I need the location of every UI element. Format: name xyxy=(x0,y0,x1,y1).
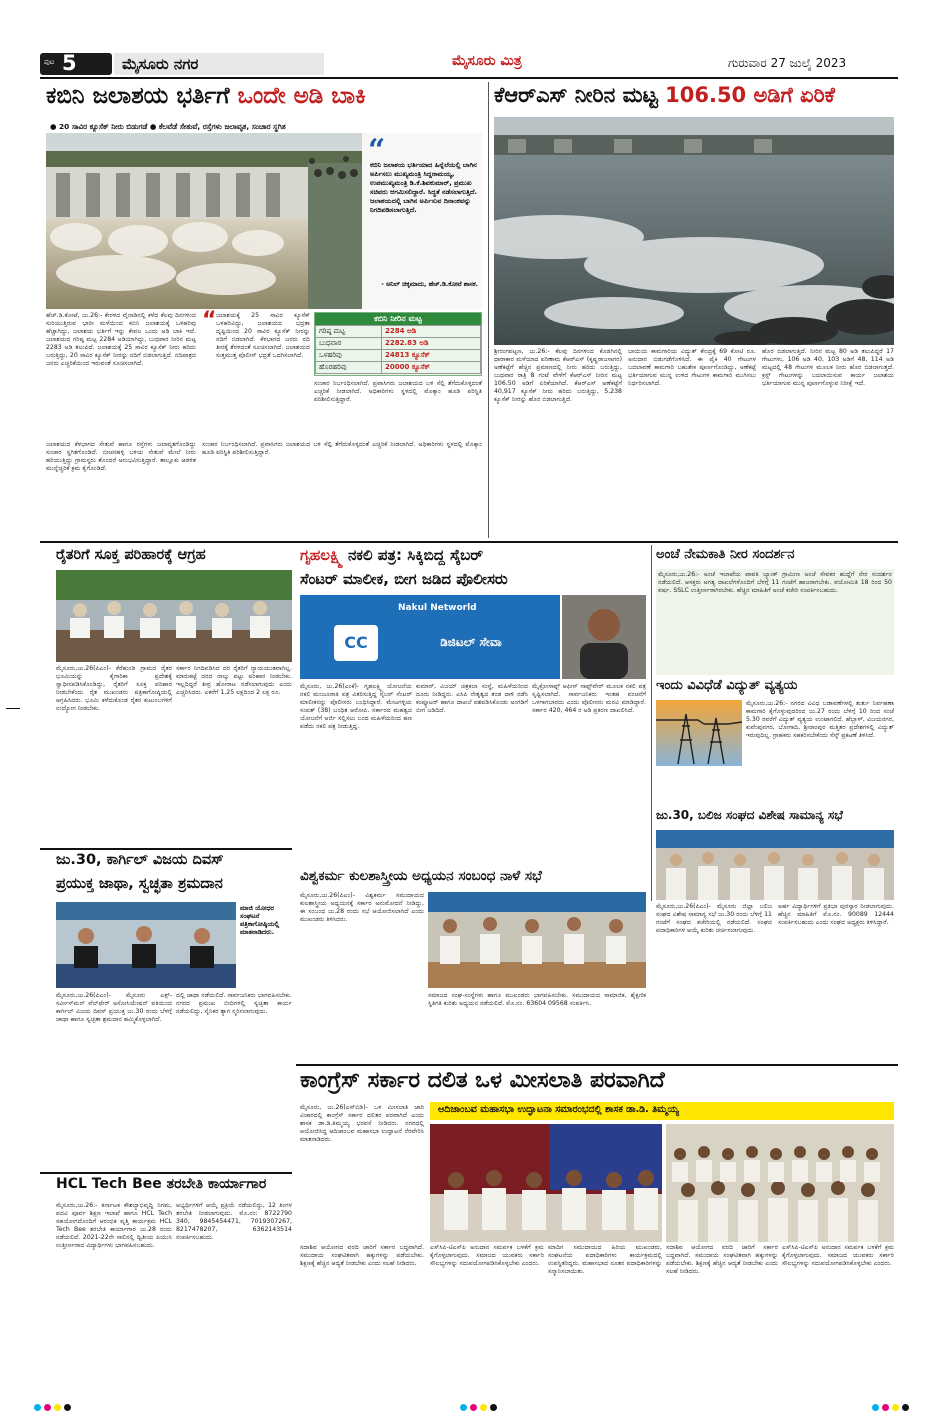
level-row: ಒಳಹರಿವು 24813 ಕ್ಯೂಸೆಕ್ xyxy=(316,350,481,362)
vishwakarma-body-col2: ಸಮಾಜದ ಸಂಘ-ಸಂಸ್ಥೆಗಳು ಹಾಗೂ ಮುಖಂಡರು ಭಾಗವಹಿಸಬೇಕು. ಸಮುದಾಯದ ಸಾಮಾಜಿಕ, ಶೈಕ್ಷಣಿಕ ಸ್ಥಿತಿಗತಿ ಕುರಿತು ಅಧ್ಯಯನ ನಡೆಯಲಿದೆ. ಮೊ.ನಂ. 63604 09568 ಸಂಪರ್ಕಿಸಿ. xyxy=(428,992,646,1007)
hcl-headline: HCL Tech Bee ತರಬೇತಿ ಕಾರ್ಯಾಗಾರ xyxy=(56,1176,267,1192)
kargil-headline-2: ಪ್ರಯುಕ್ತ ಜಾಥಾ, ಸ್ವಚ್ಛತಾ ಶ್ರಮದಾನ xyxy=(56,876,223,892)
kabini-body-col1: ಹೆಚ್.ಡಿ.ಕೋಟೆ, ಜು.26:- ಕೇರಳದ ವೈನಾಡಿನಲ್ಲಿ ಕಳೆದ ಕೆಲವು ದಿನಗಳಿಂದ ಸುರಿಯುತ್ತಿರುವ ಭಾರೀ ಮಳೆಯಿಂದ ಕಬಿನಿ ಜಲಾಶಯಕ್ಕೆ ಒಳಹರಿವು ಹೆಚ್ಚಾಗಿದ್ದು, ಜಲಾಶಯ ಭರ್ತಿಗೆ ಇನ್ನು ಕೇವಲ ಒಂದು ಅಡಿ ಬಾಕಿ ಇದೆ. ಜಲಾಶಯದ ಗರಿಷ್ಠ ಮಟ್ಟ 2284 ಅಡಿಯಾಗಿದ್ದು, ಬುಧವಾರ ನೀರಿನ ಮಟ್ಟ 2283 ಅಡಿ ತಲುಪಿದೆ. ಜಲಾಶಯಕ್ಕೆ 25 ಸಾವಿರ ಕ್ಯೂಸೆಕ್ ನೀರು ಹರಿದು ಬರುತ್ತಿದ್ದು, 20 ಸಾವಿರ ಕ್ಯೂಸೆಕ್ ನೀರನ್ನು ನದಿಗೆ ಬಿಡಲಾಗುತ್ತಿದೆ. ನದಿಪಾತ್ರದ ಜನರು ಎಚ್ಚರಿಕೆಯಿಂದ ಇರುವಂತೆ ಸೂಚಿಸಲಾಗಿದೆ. xyxy=(46,312,196,367)
kabini-quote-box xyxy=(362,133,482,309)
header-rule xyxy=(40,77,898,79)
pylon-icon xyxy=(656,700,742,766)
section-title: ಮೈಸೂರು ನಗರ xyxy=(122,55,199,73)
krs-headline-red: 106.50 ಅಡಿಗೆ ಏರಿಕೆ xyxy=(665,83,835,107)
kabini-headline: ಕಬಿನಿ ಜಲಾಶಯ ಭರ್ತಿಗೆ ಒಂದೇ ಅಡಿ ಬಾಕಿ xyxy=(46,83,366,109)
cc-logo: CC xyxy=(334,625,378,661)
congress-subhead-text: ಆದಿಜಾಂಬವ ಮಹಾಸಭಾ ಉದ್ಘಾಟನಾ ಸಮಾರಂಭದಲ್ಲಿ ಶಾಸಕ ಡಾ.ಡಿ. ತಿಮ್ಮಯ್ಯ xyxy=(438,1104,679,1115)
registration-dot xyxy=(902,1404,909,1411)
farmers-press-photo xyxy=(56,570,292,662)
congress-body-col5: ಎಸ್‌ಸಿಪಿ-ಟಿಎಸ್‌ಪಿ ಅನುದಾನ ಸಮರ್ಪಕ ಬಳಕೆಗೆ ಕ್ರಮ ಕೈಗೊಳ್ಳಲಾಗುವುದು. ಸಮಾಜದ ಯುವಕರು ಸರ್ಕಾರಿ ಸೌಲಭ್ಯಗಳನ್ನು ಸದುಪಯೋಗಪಡಿಸಿಕೊಳ್ಳಬೇಕು ಎಂದರು. xyxy=(782,1244,894,1267)
kabini-quote-credit: - ಅನಿಲ್ ಚಿಕ್ಕಮಾದು, ಹೆಚ್.ಡಿ.ಕೋಟೆ ಶಾಸಕ. xyxy=(381,281,478,288)
congress-body-col4: ಸದಾಶಿವ ಆಯೋಗದ ವರದಿ ಜಾರಿಗೆ ಸರ್ಕಾರ ಬದ್ಧವಾಗಿದೆ. ಸಮುದಾಯ ಸಂಘಟಿತವಾಗಿ ಹಕ್ಕುಗಳನ್ನು ಪಡೆಯಬೇಕು. ಶಿಕ್ಷಣಕ್ಕೆ ಹೆಚ್ಚಿನ ಆದ್ಯತೆ ನೀಡಬೇಕು ಎಂದು ಸಲಹೆ ನೀಡಿದರು. xyxy=(666,1244,778,1275)
kargil-headline-1: ಜು.30, ಕಾರ್ಗಿಲ್ ವಿಜಯ ದಿವಸ್ xyxy=(56,852,224,868)
gruhalakshmi-body-col3: ಮೈಕ್ರೋಸಾಫ್ಟ್ ಆಫೀಸ್ ಸಾಫ್ಟ್‌ವೇರ್ ಮೂಲಕ ನಕಲಿ ಪತ್ರ ಸೃಷ್ಟಿಸಲಾಗಿದೆ. ಸಾರ್ವಜನಿಕರು ಇಂತಹ ವಂಚನೆಗೆ ಒಳಗಾಗಬಾರದು ಎಂದು ಪೊಲೀಸರು ಮನವಿ ಮಾಡಿದ್ದಾರೆ. ಸರ್ಕಾರ 420, 464 ರ ಅಡಿ ಪ್ರಕರಣ ದಾಖಲಿಸಿದೆ. xyxy=(532,683,646,714)
hcl-body-col2: ಅಭ್ಯರ್ಥಿಗಳಿಗೆ ಆಯ್ಕೆ ಪ್ರಕ್ರಿಯೆ ನಡೆಯಲಿದ್ದು, 12 ತಿಂಗಳ ತರಬೇತಿ ನೀಡಲಾಗುವುದು. ಮೊ.ನಂ: 8722790 340, 9845454471, 7019307267, 8217478207, 6362143514 ಸಂಪರ್ಕಿಸಬಹುದು. xyxy=(176,1202,292,1241)
section-rule xyxy=(40,848,292,850)
kabini-pull-quote xyxy=(202,308,310,440)
gruhalakshmi-body-col1: ಮೈಸೂರು, ಜು.26(ಎಂಕೆ)- ಗೃಹಲಕ್ಷ್ಮಿ ಯೋಜನೆಯ ನಕಲಿ ಮಂಜೂರಾತಿ ಪತ್ರ ವಿತರಿಸುತ್ತಿದ್ದ ಸೈಬರ್ ಸೆಂಟರ್ ಮಾಲೀಕನನ್ನು ಪೊಲೀಸರು ಬಂಧಿಸಿದ್ದಾರೆ. ಮೇಟಗಳ್ಳಿಯ ಸಂಪತ್ (38) ಬಂಧಿತ ಆರೋಪಿ. ಸರ್ಕಾರದ ಮಹತ್ವದ ಯೋಜನೆಗೆ ಅರ್ಜಿ ಸಲ್ಲಿಸಲು ಬಂದ ಮಹಿಳೆಯರಿಂದ ಹಣ ಪಡೆದು ನಕಲಿ ಪತ್ರ ನೀಡುತ್ತಿದ್ದ. xyxy=(300,683,412,730)
gruhalakshmi-body-col2: ಕುಮಾರ್, ವಿಜಯ್ ಚಿತ್ರಕಲಾ ಸಂಸ್ಥೆ, ಮಹಿಳೆಯರಿಂದ ದೂರು ನೀಡಿದ್ದರು. ಎಸಿಪಿ ನೇತೃತ್ವದ ತಂಡ ದಾಳಿ ನಡೆಸಿ ಕಂಪ್ಯೂಟರ್ ಹಾಗೂ ದಾಖಲೆ ವಶಪಡಿಸಿಕೊಂಡು ಅಂಗಡಿಗೆ ಬೀಗ ಜಡಿದಿದೆ. xyxy=(416,683,528,714)
congress-audience-image xyxy=(666,1124,894,1242)
anche-body: ಮೈಸೂರು,ಜು.26:- ಅಂಚೆ ಇಲಾಖೆಯ ಪಾವತಿ ಬ್ಯಾಂಕ್ ಗ್ರಾಮೀಣ ಅಂಚೆ ಸೇವಕರ ಹುದ್ದೆಗೆ ನೇರ ಸಂದರ್ಶನ ನಡೆಯಲಿದೆ. ಆಸಕ್ತರು ಅಗತ್ಯ ದಾಖಲೆಗಳೊಂದಿಗೆ ಬೆಳಗ್ಗೆ 11 ಗಂಟೆಗೆ ಹಾಜರಾಗಬೇಕು. ವಯೋಮಿತಿ 18 ರಿಂದ 50 ವರ್ಷ. SSLC ಉತ್ತೀರ್ಣರಾಗಿರಬೇಕು. ಹೆಚ್ಚಿನ ಮಾಹಿತಿಗೆ ಅಂಚೆ ಕಚೇರಿ ಸಂಪರ್ಕಿಸಬಹುದು. xyxy=(656,569,894,675)
kabini-level-table xyxy=(315,325,481,374)
congress-stage-image xyxy=(430,1124,662,1242)
column-divider xyxy=(651,545,652,901)
farmers-body-col1: ಮೈಸೂರು,ಜು.26(ಪಿಎಂ)- ಕೆರೆಹುಂಡಿ ಗ್ರಾಮದ ರೈತರ ಭೂಮಿಯನ್ನು ಕೈಗಾರಿಕಾ ಪ್ರದೇಶಕ್ಕೆ ಸ್ವಾಧೀನಪಡಿಸಿಕೊಂಡಿದ್ದು, ರೈತರಿಗೆ ಸೂಕ್ತ ಪರಿಹಾರ ನೀಡಬೇಕೆಂದು ರೈತ ಮುಖಂಡರು ಪತ್ರಿಕಾಗೋಷ್ಠಿಯಲ್ಲಿ ಆಗ್ರಹಿಸಿದರು. ಭೂಮಿ ಕಳೆದುಕೊಂಡ ರೈತರ ಕುಟುಂಬಗಳಿಗೆ ಉದ್ಯೋಗ ನೀಡಬೇಕು. xyxy=(56,665,172,712)
hcl-body-col1: ಮೈಸೂರು,ಜು.26:- ಕರ್ನಾಟಕ ಕೌಶಲ್ಯಾಭಿವೃದ್ಧಿ ನಿಗಮ, ಪದವಿ ಪೂರ್ವ ಶಿಕ್ಷಣ ಇಲಾಖೆ ಹಾಗೂ HCL Tech ಸಹಯೋಗದೊಂದಿಗೆ ಆರಂಭಿಕ ವೃತ್ತಿ ಕಾರ್ಯಕ್ರಮ HCL Tech Bee ತರಬೇತಿ ಕಾರ್ಯಾಗಾರ ಜು.28 ರಂದು ನಡೆಯಲಿದೆ. 2021-22ನೇ ಸಾಲಿನಲ್ಲಿ ದ್ವಿತೀಯ ಪಿಯುಸಿ ಉತ್ತೀರ್ಣರಾದ ವಿದ್ಯಾರ್ಥಿಗಳು ಭಾಗವಹಿಸಬಹುದು. xyxy=(56,1202,172,1249)
registration-dot xyxy=(44,1404,51,1411)
quote-open-icon: “ xyxy=(202,308,217,333)
registration-dot xyxy=(480,1404,487,1411)
crop-mark xyxy=(6,708,20,709)
congress-headline: ಕಾಂಗ್ರೆಸ್ ಸರ್ಕಾರ ದಲಿತ ಒಳ ಮೀಸಲಾತಿ ಪರವಾಗಿದೆ xyxy=(300,1068,665,1093)
gruhalakshmi-headline-line2: ಸೆಂಟರ್ ಮಾಲೀಕ, ಬೀಗ ಜಡಿದ ಪೊಲೀಸರು xyxy=(300,570,508,588)
congress-stage-photo xyxy=(430,1124,662,1242)
person-icon xyxy=(562,595,646,679)
congress-subhead xyxy=(430,1102,894,1120)
registration-dot xyxy=(882,1404,889,1411)
balija-meeting-image xyxy=(656,830,894,900)
section-rule xyxy=(40,1172,292,1174)
kabini-level-title: ಕಬಿನಿ ನೀರಿನ ಮಟ್ಟ xyxy=(315,313,481,325)
registration-dot xyxy=(460,1404,467,1411)
congress-body-col2: ಎಸ್‌ಸಿಪಿ-ಟಿಎಸ್‌ಪಿ ಅನುದಾನ ಸಮರ್ಪಕ ಬಳಕೆಗೆ ಕ್ರಮ ಕೈಗೊಳ್ಳಲಾಗುವುದು. ಸಮಾಜದ ಯುವಕರು ಸರ್ಕಾರಿ ಸೌಲಭ್ಯಗಳನ್ನು ಸದುಪಯೋಗಪಡಿಸಿಕೊಳ್ಳಬೇಕು ಎಂದರು. xyxy=(430,1244,544,1267)
paper-name: ಮೈಸೂರು ಮಿತ್ರ xyxy=(452,53,522,69)
kabini-headline-red: ಒಂದೇ ಅಡಿ ಬಾಕಿ xyxy=(237,83,366,109)
registration-dot xyxy=(892,1404,899,1411)
shop-sign-name: Nakul Networld xyxy=(398,603,477,613)
anche-headline: ಅಂಚೆ ನೇಮಕಾತಿ ನೀರ ಸಂದರ್ಶನ xyxy=(656,547,795,562)
section-rule xyxy=(296,1064,898,1066)
kabini-body-col1b: ಜಲಾಶಯದ ಕೆಳಭಾಗದ ಸೇತುವೆ ಹಾಗೂ ರಸ್ತೆಗಳು ಜಲಾವೃತಗೊಂಡಿದ್ದು ಸಂಚಾರ ಸ್ಥಗಿತಗೊಂಡಿದೆ. ಬೀಚನಹಳ್ಳಿ ಬಳಿಯ ಸೇತುವೆ ಮೇಲೆ ನೀರು ಹರಿಯುತ್ತಿದ್ದು ಗ್ರಾಮಸ್ಥರು ತೊಂದರೆ ಅನುಭವಿಸುತ್ತಿದ್ದಾರೆ. ತಾಲ್ಲೂಕು ಆಡಳಿತ ಮುನ್ನೆಚ್ಚರಿಕೆ ಕ್ರಮ ಕೈಗೊಂಡಿದೆ. xyxy=(46,441,196,472)
kabini-level-box xyxy=(314,312,482,376)
cyber-center-photo xyxy=(300,595,560,679)
registration-dot xyxy=(872,1404,879,1411)
page-number: 5 xyxy=(62,51,77,75)
power-pylon-photo xyxy=(656,700,742,766)
kabini-strap: ● 20 ಸಾವಿರ ಕ್ಯೂಸೆಕ್ ನೀರು ಬಿಡುಗಡೆ ● ಕೆಲವೆಡೆ ಸೇತುವೆ, ರಸ್ತೆಗಳು ಜಲಾವೃತ, ಸಂಚಾರ ಸ್ಥಗಿತ xyxy=(50,122,286,131)
farmers-body-col2: ಸರ್ಕಾರ ನಿಗದಿಪಡಿಸಿದ ದರ ರೈತರಿಗೆ ನ್ಯಾಯಯುತವಾಗಿಲ್ಲ. ಮಾರುಕಟ್ಟೆ ದರದ ನಾಲ್ಕು ಪಟ್ಟು ಪರಿಹಾರ ನೀಡಬೇಕು. ಇಲ್ಲದಿದ್ದರೆ ತೀವ್ರ ಹೋರಾಟ ನಡೆಸಲಾಗುವುದು ಎಂದು ಎಚ್ಚರಿಸಿದರು. ಎಕರೆಗೆ 1.25 ಲಕ್ಷದಿಂದ 2 ಲಕ್ಷ ರೂ. xyxy=(176,665,292,696)
kabini-dam-photo xyxy=(46,133,362,309)
balija-press-photo xyxy=(656,830,894,900)
level-row: ಬುಧವಾರ 2282.83 ಅಡಿ xyxy=(316,338,481,350)
vishwakarma-press-photo xyxy=(428,892,646,988)
congress-intro: ಮೈಸೂರು, ಜು.26(ಎಸ್‌ಬಿಡಿ)- ಒಳ ಮೀಸಲಾತಿ ಜಾರಿ ವಿಚಾರದಲ್ಲಿ ಕಾಂಗ್ರೆಸ್ ಸರ್ಕಾರ ದಲಿತರ ಪರವಾಗಿದೆ ಎಂದು ಶಾಸಕ ಡಾ.ಡಿ.ತಿಮ್ಮಯ್ಯ ಭರವಸೆ ನೀಡಿದರು. ನಗರದಲ್ಲಿ ಆಯೋಜಿಸಿದ್ದ ಆದಿಜಾಂಬವ ಮಹಾಸಭಾ ಉದ್ಘಾಟನೆ ನೆರವೇರಿಸಿ ಮಾತನಾಡಿದರು. xyxy=(300,1104,424,1143)
vishwakarma-meeting-image xyxy=(428,892,646,988)
balija-body-col1: ಮೈಸೂರು,ಜು.26(ಪಿಎಂ)- ಮೈಸೂರು ಜಿಲ್ಲಾ ಬಲಿಜ ಸಂಘದ ವಿಶೇಷ ಸಾಮಾನ್ಯ ಸಭೆ ಜು.30 ರಂದು ಬೆಳಿಗ್ಗೆ 11 ಗಂಟೆಗೆ ಸಂಘದ ಕಚೇರಿಯಲ್ಲಿ ನಡೆಯಲಿದೆ. ಸಂಘದ ಪದಾಧಿಕಾರಿಗಳ ಆಯ್ಕೆ ಕುರಿತು ಚರ್ಚಿಸಲಾಗುವುದು. xyxy=(656,903,772,934)
page-number-badge xyxy=(40,53,112,75)
kargil-press-photo xyxy=(56,902,236,988)
section-rule xyxy=(40,541,898,543)
vishwakarma-headline: ವಿಶ್ವಕರ್ಮ ಕುಲಶಾಸ್ತ್ರೀಯ ಅಧ್ಯಯನ ಸಂಬಂಧ ನಾಳೆ ಸಭೆ xyxy=(300,868,542,884)
registration-dot xyxy=(64,1404,71,1411)
power-headline: ಇಂದು ವಿವಿಧೆಡೆ ವಿದ್ಯುತ್ ವ್ಯತ್ಯಯ xyxy=(656,678,798,693)
krs-headline: ಕೆಆರ್‌ಎಸ್ ನೀರಿನ ಮಟ್ಟ 106.50 ಅಡಿಗೆ ಏರಿಕೆ xyxy=(494,83,835,107)
congress-body-col3: ಮಾದಿಗ ಸಮುದಾಯದ ಹಿರಿಯ ಮುಖಂಡರು, ಸಂಘಟನೆಯ ಪದಾಧಿಕಾರಿಗಳು ಕಾರ್ಯಕ್ರಮದಲ್ಲಿ ಉಪಸ್ಥಿತರಿದ್ದರು. ಮಹಾಸಭಾದ ನೂತನ ಪದಾಧಿಕಾರಿಗಳನ್ನು ಸನ್ಮಾನಿಸಲಾಯಿತು. xyxy=(548,1244,662,1275)
congress-audience-photo xyxy=(666,1124,894,1242)
kabini-body-col3: ಸಂಚಾರ ನಿರ್ಬಂಧಿಸಲಾಗಿದೆ. ಪ್ರವಾಸಿಗರು ಜಲಾಶಯದ ಬಳಿ ಸೆಲ್ಫಿ ತೆಗೆದುಕೊಳ್ಳದಂತೆ ಎಚ್ಚರಿಕೆ ನೀಡಲಾಗಿದೆ. ಅಧಿಕಾರಿಗಳು ಸ್ಥಳದಲ್ಲಿ ಮೊಕ್ಕಾಂ ಹೂಡಿ ಪರಿಸ್ಥಿತಿ ಪರಿಶೀಲಿಸುತ್ತಿದ್ದಾರೆ. xyxy=(314,380,482,403)
krs-body-col3: ಹೊರ ಬಿಡಲಾಗುತ್ತಿದೆ. ನೀರಿನ ಮಟ್ಟ 80 ಅಡಿ ತಲುಪಿದ್ದರೆ 17 ಗೇಟುಗಳು, 106 ಅಡಿ 40, 103 ಅಡಿಗೆ 48, 114 ಅಡಿ ಮಟ್ಟದಲ್ಲಿ 48 ಗೇಟುಗಳ ಮೂಲಕ ನೀರು ಹೊರ ಬಿಡಲಾಗುತ್ತದೆ. ಕ್ರಸ್ಟ್ ಗೇಟುಗಳನ್ನು ಬದಲಾಯಿಸುವ ಕಾರ್ಯ ಜಲಾಶಯ ಭರ್ತಿಯಾಗುವ ಮುನ್ನ ಪೂರ್ಣಗೊಳ್ಳುವ ನಿರೀಕ್ಷೆ ಇದೆ. xyxy=(762,348,894,387)
kargil-body-col1: ಮೈಸೂರು,ಜು.26(ಪಿಎಂ)- ಮೈಸೂರು ಎಕ್ಸ್-ಸರ್ವೀಸ್‌ಮನ್ ವೆಲ್‌ಫೇರ್ ಅಸೋಸಿಯೇಷನ್ ವತಿಯಿಂದ ಕಾರ್ಗಿಲ್ ವಿಜಯ ದಿವಸ್ ಪ್ರಯುಕ್ತ ಜು.30 ರಂದು ಬೆಳಗ್ಗೆ ಜಾಥಾ ಹಾಗೂ ಸ್ವಚ್ಛತಾ ಶ್ರಮದಾನ ಹಮ್ಮಿಕೊಳ್ಳಲಾಗಿದೆ. xyxy=(56,992,172,1023)
kargil-photo-caption: ಮಾಜಿ ಯೋಧರ ಸಂಘಟನೆ ಪತ್ರಿಕಾಗೋಷ್ಠಿಯಲ್ಲಿ ಮಾತನಾಡಿದರು. xyxy=(240,904,280,936)
registration-dot xyxy=(34,1404,41,1411)
dateline: ಗುರುವಾರ 27 ಜುಲೈ 2023 xyxy=(728,56,847,70)
balija-body-col2: ಅರ್ಹ ವಿದ್ಯಾರ್ಥಿಗಳಿಗೆ ಪ್ರತಿಭಾ ಪುರಸ್ಕಾರ ನೀಡಲಾಗುವುದು. ಹೆಚ್ಚಿನ ಮಾಹಿತಿಗೆ ಮೊ.ನಂ. 90089 12444 ಸಂಪರ್ಕಿಸಬಹುದು ಎಂದು ಸಂಘದ ಅಧ್ಯಕ್ಷರು ತಿಳಿಸಿದ್ದಾರೆ. xyxy=(778,903,894,926)
section-tab xyxy=(114,53,324,75)
balija-headline: ಜು.30, ಬಲಿಜ ಸಂಘದ ವಿಶೇಷ ಸಾಮಾನ್ಯ ಸಭೆ xyxy=(656,808,843,822)
kargil-body-col2: ದಲ್ಲಿ ಜಾಥಾ ನಡೆಯಲಿದೆ. ಸಾರ್ವಜನಿಕರು ಭಾಗವಹಿಸಬೇಕು. ನಗರದ ಪ್ರಮುಖ ಬೀದಿಗಳಲ್ಲಿ ಸ್ವಚ್ಛತಾ ಕಾರ್ಯ ನಡೆಯಲಿದ್ದು, ಸೈನಿಕರ ತ್ಯಾಗ ಸ್ಮರಿಸಲಾಗುವುದು. xyxy=(176,992,292,1015)
farmers-headline: ರೈತರಿಗೆ ಸೂಕ್ತ ಪರಿಹಾರಕ್ಕೆ ಆಗ್ರಹ xyxy=(56,547,206,563)
kargil-meeting-image xyxy=(56,902,236,988)
congress-body-col1: ಸದಾಶಿವ ಆಯೋಗದ ವರದಿ ಜಾರಿಗೆ ಸರ್ಕಾರ ಬದ್ಧವಾಗಿದೆ. ಸಮುದಾಯ ಸಂಘಟಿತವಾಗಿ ಹಕ್ಕುಗಳನ್ನು ಪಡೆಯಬೇಕು. ಶಿಕ್ಷಣಕ್ಕೆ ಹೆಚ್ಚಿನ ಆದ್ಯತೆ ನೀಡಬೇಕು ಎಂದು ಸಲಹೆ ನೀಡಿದರು. xyxy=(300,1244,424,1267)
column-divider xyxy=(488,82,489,538)
kabini-body-col2b: ಸಂಚಾರ ನಿರ್ಬಂಧಿಸಲಾಗಿದೆ. ಪ್ರವಾಸಿಗರು ಜಲಾಶಯದ ಬಳಿ ಸೆಲ್ಫಿ ತೆಗೆದುಕೊಳ್ಳದಂತೆ ಎಚ್ಚರಿಕೆ ನೀಡಲಾಗಿದೆ. ಅಧಿಕಾರಿಗಳು ಸ್ಥಳದಲ್ಲಿ ಮೊಕ್ಕಾಂ ಹೂಡಿ ಪರಿಸ್ಥಿತಿ ಪರಿಶೀಲಿಸುತ್ತಿದ್ದಾರೆ. xyxy=(202,441,482,456)
quote-mark-icon: “ xyxy=(368,133,386,168)
kabini-dam-image xyxy=(46,133,362,309)
power-body: ಮೈಸೂರು,ಜು.26:- ನಗರದ ವಿವಿಧ ಬಡಾವಣೆಗಳಲ್ಲಿ ತುರ್ತು ನಿರ್ವಹಣಾ ಕಾಮಗಾರಿ ಕೈಗೊಳ್ಳುವುದರಿಂದ ಜು.27 ರಂದು ಬೆಳಿಗ್ಗೆ 10 ರಿಂದ ಸಂಜೆ 5.30 ರವರೆಗೆ ವಿದ್ಯುತ್ ವ್ಯತ್ಯಯ ಉಂಟಾಗಲಿದೆ. ಹೆಬ್ಬಾಳ್, ವಿಜಯನಗರ, ಕುವೆಂಪುನಗರ, ಬೋಗಾದಿ, ಶ್ರೀರಾಂಪುರ ಮತ್ತಿತರ ಪ್ರದೇಶಗಳಲ್ಲಿ ವಿದ್ಯುತ್ ಇರುವುದಿಲ್ಲ. ಗ್ರಾಹಕರು ಸಹಕರಿಸಬೇಕೆಂದು ಸೆಸ್ಕ್ ಪ್ರಕಟಣೆ ತಿಳಿಸಿದೆ. xyxy=(746,700,894,739)
krs-dam-photo xyxy=(494,117,894,345)
registration-dot xyxy=(54,1404,61,1411)
level-row: ಗರಿಷ್ಠ ಮಟ್ಟ 2284 ಅಡಿ xyxy=(316,326,481,338)
krs-dam-image xyxy=(494,117,894,345)
vishwakarma-body-col1: ಮೈಸೂರು,ಜು.26(ಪಿಎಂ)- ವಿಶ್ವಕರ್ಮ ಸಮುದಾಯದ ಕುಲಶಾಸ್ತ್ರೀಯ ಅಧ್ಯಯನಕ್ಕೆ ಸರ್ಕಾರ ಅನುಮೋದನೆ ನೀಡಿದ್ದು, ಈ ಸಂಬಂಧ ಜು.28 ರಂದು ಸಭೆ ಆಯೋಜಿಸಲಾಗಿದೆ ಎಂದು ಮುಖಂಡರು ತಿಳಿಸಿದರು. xyxy=(300,892,424,923)
page-header xyxy=(40,52,898,78)
gruhalakshmi-headline-line1: ಗೃಹಲಕ್ಷ್ಮಿ ನಕಲಿ ಪತ್ರ: ಸಿಕ್ಕಿಬಿದ್ದ ಸೈಬರ್ xyxy=(300,546,484,564)
krs-body-col2: ಬಾಯಿಯ ಕಾಮಗಾರಿಯ ವಿದ್ಯುತ್ ಕೇಂದ್ರಕ್ಕೆ 69 ಕೋಟಿ ರೂ. ಅನುದಾನ ಬಿಡುಗಡೆಗೊಳಿಸಿದೆ. ಈ ಪೈಕಿ 40 ಗೇಟುಗಳ ಬದಲಾವಣೆ ಕಾಮಗಾರಿ ಬಹುತೇಕ ಪೂರ್ಣಗೊಂಡಿದ್ದು, ಅಣೆಕಟ್ಟೆ ಭರ್ತಿಯಾಗುವ ಮುನ್ನ ಉಳಿದ ಗೇಟುಗಳ ಕಾಮಗಾರಿ ಮುಗಿಸಲು ನಿರ್ಧರಿಸಲಾಗಿದೆ. xyxy=(628,348,756,387)
page-label: ಪುಟ xyxy=(44,58,55,66)
registration-dot xyxy=(490,1404,497,1411)
level-row: ಹೊರಹರಿವು 20000 ಕ್ಯೂಸೆಕ್ xyxy=(316,362,481,374)
kabini-body-col2: ಜಲಾಶಯಕ್ಕೆ 25 ಸಾವಿರ ಕ್ಯೂಸೆಕ್ ಒಳಹರಿವಿದ್ದು, ಜಲಾಶಯದ ಭದ್ರತಾ ದೃಷ್ಟಿಯಿಂದ 20 ಸಾವಿರ ಕ್ಯೂಸೆಕ್ ನೀರನ್ನು ನದಿಗೆ ಬಿಡಲಾಗಿದೆ. ಕೆಳಭಾಗದ ಜನರು ನದಿ ತೀರಕ್ಕೆ ತೆರಳದಂತೆ ಸೂಚಿಸಲಾಗಿದೆ. ಜಲಾಶಯದ ಸುತ್ತಮುತ್ತ ಪೊಲೀಸ್ ಭದ್ರತೆ ಒದಗಿಸಲಾಗಿದೆ. xyxy=(216,312,310,359)
registration-dot xyxy=(470,1404,477,1411)
accused-portrait xyxy=(562,595,646,679)
farmers-meeting-image xyxy=(56,570,292,662)
kabini-quote-text: ಕಬಿನಿ ಜಲಾಶಯ ಭರ್ತಿಯಾದ ಹಿನ್ನೆಲೆಯಲ್ಲಿ ಬಾಗಿನ ಅರ್ಪಿಸಲು ಮುಖ್ಯಮಂತ್ರಿ ಸಿದ್ದರಾಮಯ್ಯ, ಉಪಮುಖ್ಯಮಂತ್ರಿ ಡಿ.ಕೆ.ಶಿವಕುಮಾರ್, ಪ್ರಮುಖ ಸಚಿವರು ಆಗಮಿಸಲಿದ್ದಾರೆ. ಸಿದ್ಧತೆ ನಡೆಸಲಾಗುತ್ತಿದೆ. ಜಲಾಶಯದಲ್ಲಿ ಬಾಗಿನ ಅರ್ಪಿಸುವ ದಿನಾಂಕವನ್ನು ನಿಗದಿಪಡಿಸಲಾಗುತ್ತಿದೆ. xyxy=(370,161,478,214)
shop-sign-service: ಡಿಜಿಟಲ್ ಸೇವಾ xyxy=(440,635,502,649)
krs-body-col1: ಶ್ರೀರಂಗಪಟ್ಟಣ, ಜು.26:- ಕೆಲವು ದಿನಗಳಿಂದ ಕೊಡಗಿನಲ್ಲಿ ಧಾರಾಕಾರ ಮಳೆಯಾದ ಪರಿಣಾಮ ಕೆಆರ್‌ಎಸ್ (ಕೃಷ್ಣರಾಜಸಾಗರ) ಅಣೆಕಟ್ಟೆಗೆ ಹೆಚ್ಚಿನ ಪ್ರಮಾಣದಲ್ಲಿ ನೀರು ಹರಿದು ಬರುತ್ತಿದ್ದು, ಬುಧವಾರ ರಾತ್ರಿ 8 ಗಂಟೆ ವೇಳೆಗೆ ಕೆಆರ್‌ಎಸ್ ನೀರಿನ ಮಟ್ಟ 106.50 ಅಡಿಗೆ ಏರಿಕೆಯಾಗಿದೆ. ಕೆಆರ್‌ಎಸ್ ಅಣೆಕಟ್ಟೆಗೆ 40,917 ಕ್ಯೂಸೆಕ್ ನೀರು ಹರಿದು ಬರುತ್ತಿದ್ದು, 5,238 ಕ್ಯೂಸೆಕ್ ನೀರನ್ನು ಹೊರ ಬಿಡಲಾಗುತ್ತಿದೆ. xyxy=(494,348,622,403)
